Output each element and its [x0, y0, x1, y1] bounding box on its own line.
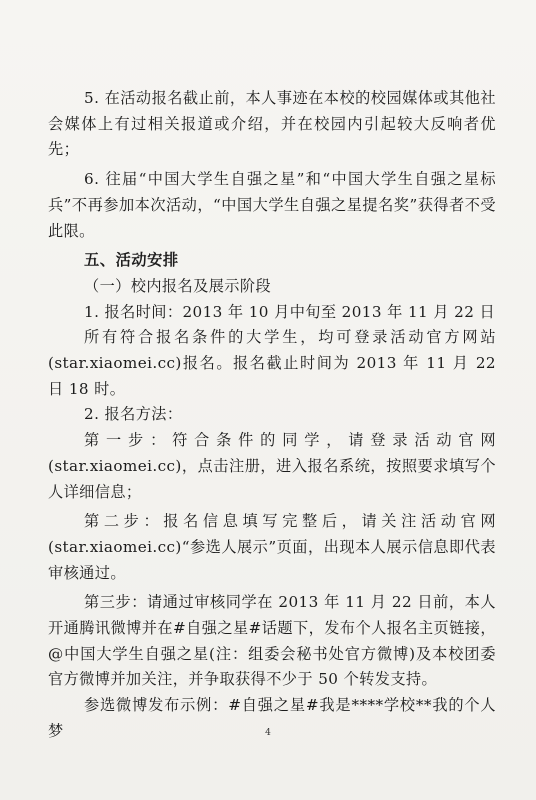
paragraph-criterion-5: 5. 在活动报名截止前，本人事迹在本校的校园媒体或其他社会媒体上有过相关报道或介绍，并在校园内引起较大反响者优先；: [48, 89, 496, 159]
paragraph-registration-method: 2. 报名方法：: [84, 405, 183, 424]
paragraph-registration-time: 1. 报名时间：2013 年 10 月中旬至 2013 年 11 月 22 日: [84, 302, 496, 321]
document-body: [48, 86, 496, 745]
paragraph-weibo-example: 参选微博发布示例：#自强之星#我是****学校**我的个人梦: [48, 696, 496, 740]
paragraph-step-3: 第三步：请通过审核同学在 2013 年 11 月 22 日前，本人开通腾讯微博并在#自强之星#话题下，发布个人报名主页链接，@中国大学生自强之星(注：组委会秘书处官方微博)及本校团委官方微博并加关注，并争取获得不少于 50 个转发支持。: [48, 593, 496, 689]
subsection-heading-registration-stage: （一）校内报名及展示阶段: [84, 276, 272, 295]
paragraph-registration-website: 所有符合报名条件的大学生，均可登录活动官方网站(star.xiaomei.cc)报名。报名截止时间为 2013 年 11 月 22 日 18 时。: [48, 328, 496, 398]
paragraph-criterion-6: 6. 往届“中国大学生自强之星”和“中国大学生自强之星标兵”不再参加本次活动，“中国大学生自强之星提名奖”获得者不受此限。: [48, 170, 496, 240]
paragraph-step-2: 第二步：报名信息填写完整后，请关注活动官网(star.xiaomei.cc)“参选人展示”页面，出现本人展示信息即代表审核通过。: [48, 512, 496, 582]
page-number: 4: [265, 728, 271, 738]
paragraph-step-1: 第一步：符合条件的同学，请登录活动官网(star.xiaomei.cc)，点击注册，进入报名系统，按照要求填写个人详细信息；: [48, 431, 496, 501]
section-heading-activity-arrangement: 五、活动安排: [84, 251, 179, 270]
